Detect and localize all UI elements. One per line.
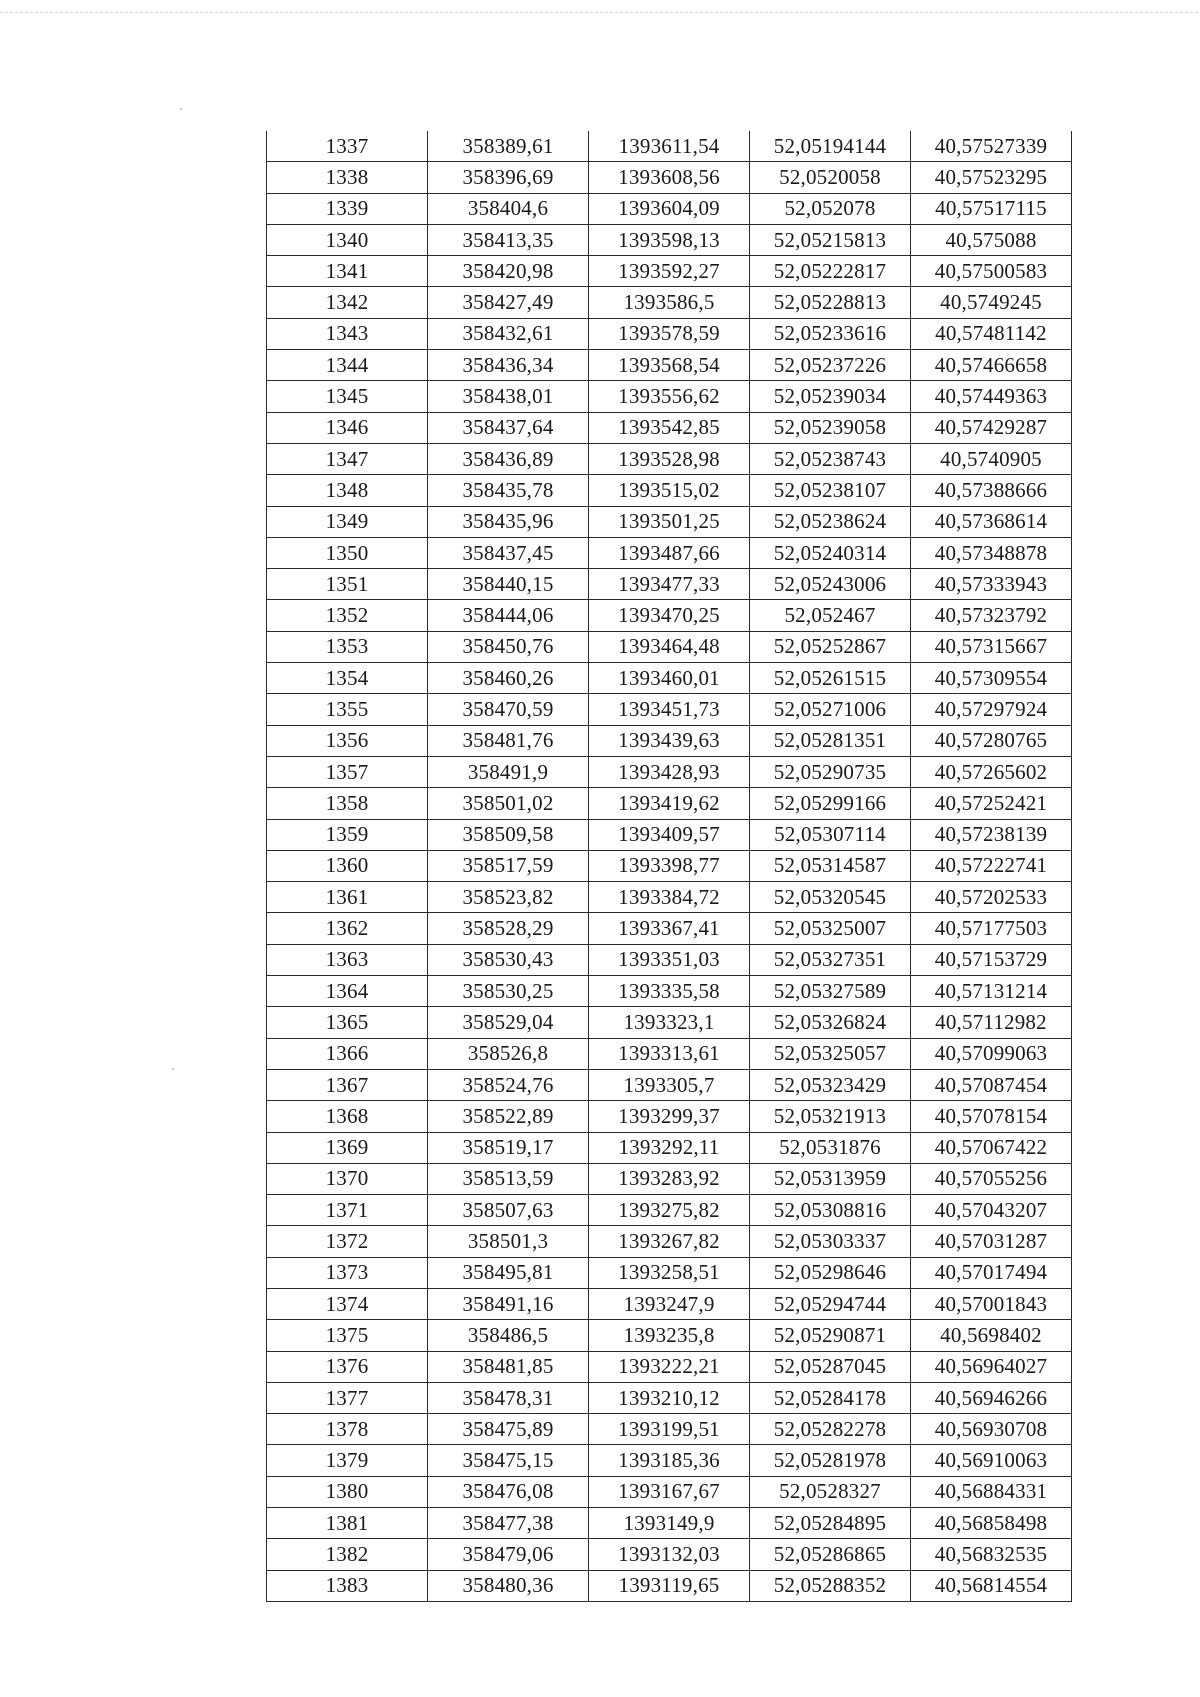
longitude-cell: 40,5740905 [911,443,1072,474]
table-row [267,694,1072,725]
point-number-cell: 1357 [267,756,428,787]
y-coordinate-cell: 1393419,62 [589,788,750,819]
x-coordinate-cell: 358437,45 [428,537,589,568]
table-row [267,1226,1072,1257]
table-row [267,287,1072,318]
longitude-cell: 40,57368614 [911,506,1072,537]
y-coordinate-cell: 1393592,27 [589,256,750,287]
table-row [267,1257,1072,1288]
y-coordinate-cell: 1393598,13 [589,224,750,255]
longitude-cell: 40,57087454 [911,1069,1072,1100]
longitude-cell: 40,57252421 [911,788,1072,819]
y-coordinate-cell: 1393313,61 [589,1038,750,1069]
longitude-cell: 40,56884331 [911,1476,1072,1507]
latitude-cell: 52,05303337 [750,1226,911,1257]
y-coordinate-cell: 1393568,54 [589,350,750,381]
coordinates-table [266,131,1072,1602]
point-number-cell: 1339 [267,193,428,224]
longitude-cell: 40,56964027 [911,1351,1072,1382]
longitude-cell: 40,56946266 [911,1382,1072,1413]
table-row [267,162,1072,193]
latitude-cell: 52,05288352 [750,1570,911,1601]
latitude-cell: 52,05287045 [750,1351,911,1382]
y-coordinate-cell: 1393604,09 [589,193,750,224]
latitude-cell: 52,052078 [750,193,911,224]
y-coordinate-cell: 1393487,66 [589,537,750,568]
table-row [267,1320,1072,1351]
x-coordinate-cell: 358413,35 [428,224,589,255]
y-coordinate-cell: 1393556,62 [589,381,750,412]
y-coordinate-cell: 1393275,82 [589,1195,750,1226]
table-row [267,537,1072,568]
point-number-cell: 1379 [267,1445,428,1476]
latitude-cell: 52,05284178 [750,1382,911,1413]
latitude-cell: 52,05240314 [750,537,911,568]
latitude-cell: 52,05237226 [750,350,911,381]
x-coordinate-cell: 358438,01 [428,381,589,412]
longitude-cell: 40,575088 [911,224,1072,255]
y-coordinate-cell: 1393439,63 [589,725,750,756]
table-row [267,350,1072,381]
point-number-cell: 1356 [267,725,428,756]
table-row [267,224,1072,255]
longitude-cell: 40,57523295 [911,162,1072,193]
point-number-cell: 1368 [267,1101,428,1132]
x-coordinate-cell: 358513,59 [428,1163,589,1194]
longitude-cell: 40,57429287 [911,412,1072,443]
point-number-cell: 1365 [267,1007,428,1038]
y-coordinate-cell: 1393258,51 [589,1257,750,1288]
point-number-cell: 1370 [267,1163,428,1194]
latitude-cell: 52,0528327 [750,1476,911,1507]
x-coordinate-cell: 358475,89 [428,1414,589,1445]
table-row [267,1539,1072,1570]
longitude-cell: 40,57280765 [911,725,1072,756]
latitude-cell: 52,0531876 [750,1132,911,1163]
y-coordinate-cell: 1393501,25 [589,506,750,537]
x-coordinate-cell: 358436,89 [428,443,589,474]
y-coordinate-cell: 1393528,98 [589,443,750,474]
y-coordinate-cell: 1393235,8 [589,1320,750,1351]
point-number-cell: 1371 [267,1195,428,1226]
longitude-cell: 40,56930708 [911,1414,1072,1445]
latitude-cell: 52,05239034 [750,381,911,412]
point-number-cell: 1362 [267,913,428,944]
x-coordinate-cell: 358436,34 [428,350,589,381]
longitude-cell: 40,57202533 [911,882,1072,913]
longitude-cell: 40,57078154 [911,1101,1072,1132]
table-row [267,1508,1072,1539]
table-row [267,412,1072,443]
point-number-cell: 1340 [267,224,428,255]
point-number-cell: 1354 [267,663,428,694]
longitude-cell: 40,57238139 [911,819,1072,850]
y-coordinate-cell: 1393451,73 [589,694,750,725]
y-coordinate-cell: 1393470,25 [589,600,750,631]
y-coordinate-cell: 1393267,82 [589,1226,750,1257]
latitude-cell: 52,05239058 [750,412,911,443]
table-row [267,1132,1072,1163]
y-coordinate-cell: 1393460,01 [589,663,750,694]
longitude-cell: 40,57481142 [911,318,1072,349]
point-number-cell: 1372 [267,1226,428,1257]
x-coordinate-cell: 358486,5 [428,1320,589,1351]
point-number-cell: 1366 [267,1038,428,1069]
longitude-cell: 40,57333943 [911,569,1072,600]
latitude-cell: 52,05238743 [750,443,911,474]
y-coordinate-cell: 1393398,77 [589,850,750,881]
x-coordinate-cell: 358480,36 [428,1570,589,1601]
y-coordinate-cell: 1393608,56 [589,162,750,193]
table-row [267,882,1072,913]
table-row [267,976,1072,1007]
point-number-cell: 1375 [267,1320,428,1351]
latitude-cell: 52,05284895 [750,1508,911,1539]
y-coordinate-cell: 1393578,59 [589,318,750,349]
longitude-cell: 40,57031287 [911,1226,1072,1257]
table-row [267,1288,1072,1319]
y-coordinate-cell: 1393542,85 [589,412,750,443]
point-number-cell: 1374 [267,1288,428,1319]
point-number-cell: 1358 [267,788,428,819]
y-coordinate-cell: 1393335,58 [589,976,750,1007]
table-row [267,944,1072,975]
longitude-cell: 40,56910063 [911,1445,1072,1476]
table-row [267,318,1072,349]
x-coordinate-cell: 358507,63 [428,1195,589,1226]
latitude-cell: 52,05194144 [750,131,911,162]
point-number-cell: 1383 [267,1570,428,1601]
point-number-cell: 1350 [267,537,428,568]
x-coordinate-cell: 358523,82 [428,882,589,913]
longitude-cell: 40,57222741 [911,850,1072,881]
point-number-cell: 1347 [267,443,428,474]
table-row [267,913,1072,944]
y-coordinate-cell: 1393292,11 [589,1132,750,1163]
x-coordinate-cell: 358450,76 [428,631,589,662]
x-coordinate-cell: 358404,6 [428,193,589,224]
x-coordinate-cell: 358519,17 [428,1132,589,1163]
point-number-cell: 1367 [267,1069,428,1100]
x-coordinate-cell: 358501,02 [428,788,589,819]
table-row [267,569,1072,600]
latitude-cell: 52,05299166 [750,788,911,819]
point-number-cell: 1341 [267,256,428,287]
latitude-cell: 52,05290735 [750,756,911,787]
latitude-cell: 52,05238624 [750,506,911,537]
latitude-cell: 52,05321913 [750,1101,911,1132]
x-coordinate-cell: 358481,76 [428,725,589,756]
x-coordinate-cell: 358501,3 [428,1226,589,1257]
latitude-cell: 52,05286865 [750,1539,911,1570]
x-coordinate-cell: 358437,64 [428,412,589,443]
longitude-cell: 40,57265602 [911,756,1072,787]
y-coordinate-cell: 1393384,72 [589,882,750,913]
latitude-cell: 52,05243006 [750,569,911,600]
latitude-cell: 52,05313959 [750,1163,911,1194]
point-number-cell: 1355 [267,694,428,725]
longitude-cell: 40,57055256 [911,1163,1072,1194]
x-coordinate-cell: 358529,04 [428,1007,589,1038]
latitude-cell: 52,05298646 [750,1257,911,1288]
table-row [267,819,1072,850]
latitude-cell: 52,05215813 [750,224,911,255]
longitude-cell: 40,57153729 [911,944,1072,975]
point-number-cell: 1382 [267,1539,428,1570]
longitude-cell: 40,57099063 [911,1038,1072,1069]
point-number-cell: 1369 [267,1132,428,1163]
table-row [267,1351,1072,1382]
latitude-cell: 52,05271006 [750,694,911,725]
longitude-cell: 40,57297924 [911,694,1072,725]
latitude-cell: 52,05327589 [750,976,911,1007]
table-row [267,788,1072,819]
latitude-cell: 52,05261515 [750,663,911,694]
table-row [267,1163,1072,1194]
latitude-cell: 52,05307114 [750,819,911,850]
longitude-cell: 40,57067422 [911,1132,1072,1163]
longitude-cell: 40,57323792 [911,600,1072,631]
table-row [267,663,1072,694]
y-coordinate-cell: 1393199,51 [589,1414,750,1445]
table-row [267,256,1072,287]
y-coordinate-cell: 1393515,02 [589,475,750,506]
point-number-cell: 1348 [267,475,428,506]
x-coordinate-cell: 358427,49 [428,287,589,318]
table-row [267,506,1072,537]
y-coordinate-cell: 1393351,03 [589,944,750,975]
y-coordinate-cell: 1393611,54 [589,131,750,162]
x-coordinate-cell: 358509,58 [428,819,589,850]
point-number-cell: 1363 [267,944,428,975]
x-coordinate-cell: 358444,06 [428,600,589,631]
point-number-cell: 1359 [267,819,428,850]
table-row [267,443,1072,474]
latitude-cell: 52,05252867 [750,631,911,662]
x-coordinate-cell: 358517,59 [428,850,589,881]
x-coordinate-cell: 358440,15 [428,569,589,600]
longitude-cell: 40,57017494 [911,1257,1072,1288]
y-coordinate-cell: 1393185,36 [589,1445,750,1476]
table-row [267,475,1072,506]
x-coordinate-cell: 358435,78 [428,475,589,506]
x-coordinate-cell: 358495,81 [428,1257,589,1288]
point-number-cell: 1337 [267,131,428,162]
table-row [267,1007,1072,1038]
y-coordinate-cell: 1393132,03 [589,1539,750,1570]
table-row [267,1476,1072,1507]
y-coordinate-cell: 1393299,37 [589,1101,750,1132]
point-number-cell: 1376 [267,1351,428,1382]
longitude-cell: 40,57449363 [911,381,1072,412]
longitude-cell: 40,57517115 [911,193,1072,224]
latitude-cell: 52,05325007 [750,913,911,944]
point-number-cell: 1351 [267,569,428,600]
table-row [267,1038,1072,1069]
table-row [267,1069,1072,1100]
y-coordinate-cell: 1393367,41 [589,913,750,944]
point-number-cell: 1380 [267,1476,428,1507]
x-coordinate-cell: 358530,25 [428,976,589,1007]
point-number-cell: 1346 [267,412,428,443]
point-number-cell: 1349 [267,506,428,537]
longitude-cell: 40,56858498 [911,1508,1072,1539]
longitude-cell: 40,5698402 [911,1320,1072,1351]
x-coordinate-cell: 358526,8 [428,1038,589,1069]
point-number-cell: 1373 [267,1257,428,1288]
point-number-cell: 1342 [267,287,428,318]
table-row [267,1195,1072,1226]
x-coordinate-cell: 358476,08 [428,1476,589,1507]
y-coordinate-cell: 1393167,67 [589,1476,750,1507]
latitude-cell: 52,05228813 [750,287,911,318]
table-row [267,1570,1072,1601]
table-row [267,725,1072,756]
table-row [267,131,1072,162]
table-row [267,850,1072,881]
x-coordinate-cell: 358522,89 [428,1101,589,1132]
point-number-cell: 1381 [267,1508,428,1539]
longitude-cell: 40,5749245 [911,287,1072,318]
x-coordinate-cell: 358491,9 [428,756,589,787]
longitude-cell: 40,57001843 [911,1288,1072,1319]
latitude-cell: 52,05281351 [750,725,911,756]
latitude-cell: 52,05281978 [750,1445,911,1476]
y-coordinate-cell: 1393323,1 [589,1007,750,1038]
point-number-cell: 1343 [267,318,428,349]
longitude-cell: 40,56832535 [911,1539,1072,1570]
x-coordinate-cell: 358491,16 [428,1288,589,1319]
x-coordinate-cell: 358528,29 [428,913,589,944]
table-row [267,1445,1072,1476]
y-coordinate-cell: 1393283,92 [589,1163,750,1194]
y-coordinate-cell: 1393149,9 [589,1508,750,1539]
point-number-cell: 1364 [267,976,428,1007]
y-coordinate-cell: 1393210,12 [589,1382,750,1413]
x-coordinate-cell: 358435,96 [428,506,589,537]
x-coordinate-cell: 358432,61 [428,318,589,349]
coordinates-table-body [267,131,1072,1601]
table-row [267,381,1072,412]
latitude-cell: 52,05294744 [750,1288,911,1319]
table-row [267,631,1072,662]
point-number-cell: 1352 [267,600,428,631]
latitude-cell: 52,05314587 [750,850,911,881]
latitude-cell: 52,05323429 [750,1069,911,1100]
x-coordinate-cell: 358396,69 [428,162,589,193]
y-coordinate-cell: 1393586,5 [589,287,750,318]
table-row [267,193,1072,224]
longitude-cell: 40,57309554 [911,663,1072,694]
point-number-cell: 1378 [267,1414,428,1445]
x-coordinate-cell: 358389,61 [428,131,589,162]
latitude-cell: 52,0520058 [750,162,911,193]
latitude-cell: 52,05233616 [750,318,911,349]
latitude-cell: 52,05238107 [750,475,911,506]
table-row [267,1414,1072,1445]
latitude-cell: 52,05282278 [750,1414,911,1445]
table-row [267,600,1072,631]
longitude-cell: 40,57500583 [911,256,1072,287]
x-coordinate-cell: 358478,31 [428,1382,589,1413]
point-number-cell: 1353 [267,631,428,662]
scan-top-edge [0,12,1200,13]
latitude-cell: 52,05325057 [750,1038,911,1069]
scan-speck [180,108,182,110]
point-number-cell: 1345 [267,381,428,412]
x-coordinate-cell: 358524,76 [428,1069,589,1100]
longitude-cell: 40,56814554 [911,1570,1072,1601]
x-coordinate-cell: 358479,06 [428,1539,589,1570]
x-coordinate-cell: 358530,43 [428,944,589,975]
latitude-cell: 52,05320545 [750,882,911,913]
x-coordinate-cell: 358420,98 [428,256,589,287]
x-coordinate-cell: 358470,59 [428,694,589,725]
latitude-cell: 52,05327351 [750,944,911,975]
longitude-cell: 40,57177503 [911,913,1072,944]
table-row [267,1382,1072,1413]
y-coordinate-cell: 1393428,93 [589,756,750,787]
table-row [267,756,1072,787]
point-number-cell: 1361 [267,882,428,913]
longitude-cell: 40,57315667 [911,631,1072,662]
longitude-cell: 40,57112982 [911,1007,1072,1038]
latitude-cell: 52,05326824 [750,1007,911,1038]
y-coordinate-cell: 1393222,21 [589,1351,750,1382]
latitude-cell: 52,05222817 [750,256,911,287]
latitude-cell: 52,05308816 [750,1195,911,1226]
y-coordinate-cell: 1393119,65 [589,1570,750,1601]
x-coordinate-cell: 358481,85 [428,1351,589,1382]
y-coordinate-cell: 1393409,57 [589,819,750,850]
longitude-cell: 40,57388666 [911,475,1072,506]
y-coordinate-cell: 1393305,7 [589,1069,750,1100]
y-coordinate-cell: 1393477,33 [589,569,750,600]
point-number-cell: 1338 [267,162,428,193]
scan-speck [172,1068,174,1070]
longitude-cell: 40,57043207 [911,1195,1072,1226]
longitude-cell: 40,57466658 [911,350,1072,381]
x-coordinate-cell: 358460,26 [428,663,589,694]
y-coordinate-cell: 1393247,9 [589,1288,750,1319]
y-coordinate-cell: 1393464,48 [589,631,750,662]
table-row [267,1101,1072,1132]
x-coordinate-cell: 358475,15 [428,1445,589,1476]
point-number-cell: 1360 [267,850,428,881]
longitude-cell: 40,57527339 [911,131,1072,162]
latitude-cell: 52,052467 [750,600,911,631]
longitude-cell: 40,57348878 [911,537,1072,568]
point-number-cell: 1377 [267,1382,428,1413]
longitude-cell: 40,57131214 [911,976,1072,1007]
latitude-cell: 52,05290871 [750,1320,911,1351]
point-number-cell: 1344 [267,350,428,381]
x-coordinate-cell: 358477,38 [428,1508,589,1539]
